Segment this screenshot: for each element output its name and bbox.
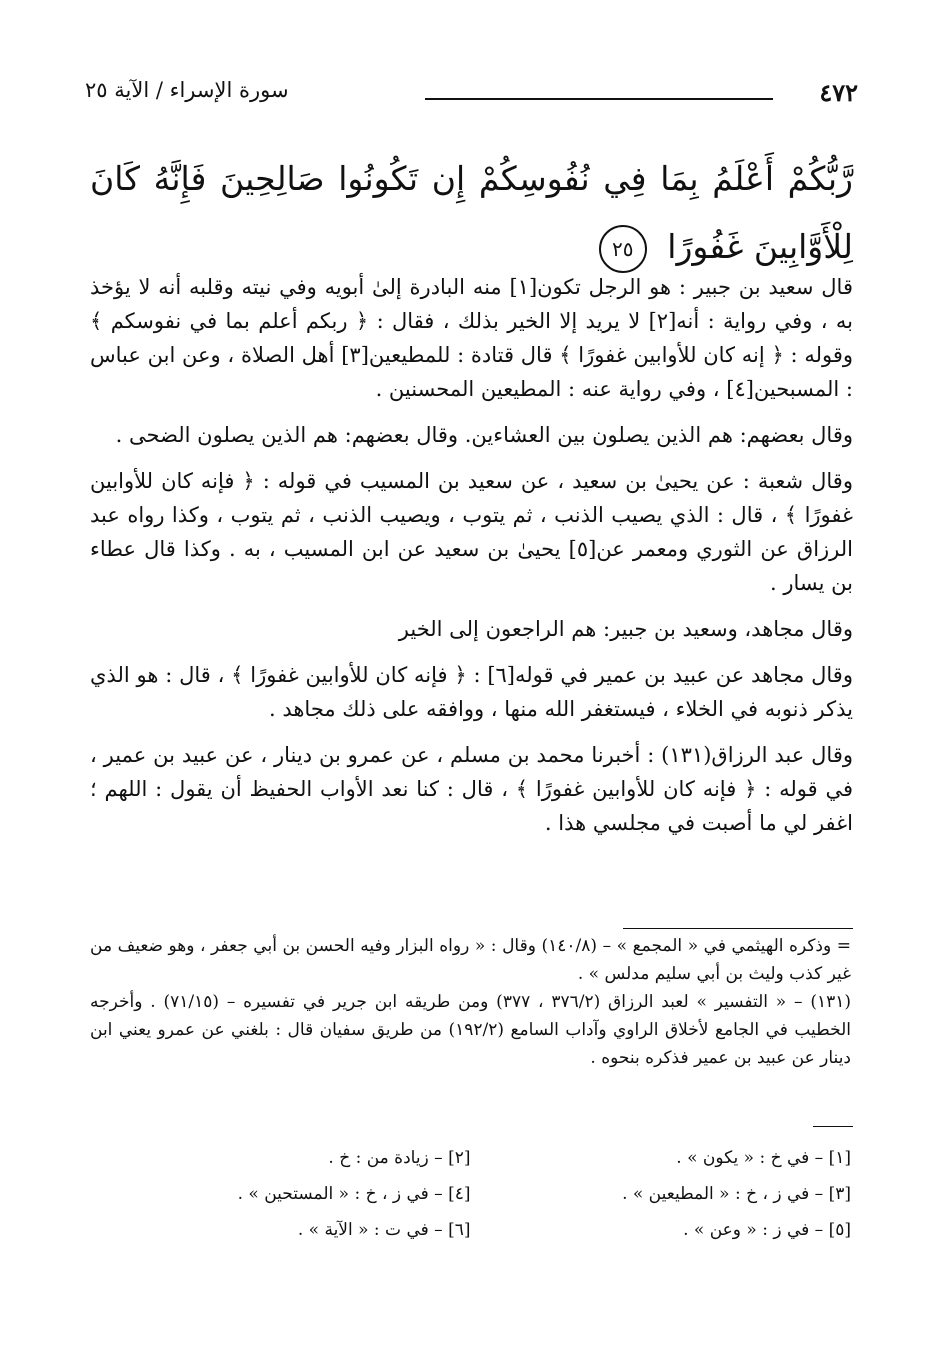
variant-note: [٦] – في ت : « الآية » . — [297, 1220, 471, 1240]
paragraph: وقال شعبة : عن يحيىٰ بن سعيد ، عن سعيد بن المسيب في قوله : ﴿ فإنه كان للأوابين غفورًا ﴾ ، قال : الذي يصيب الذنب ، ثم يتوب ، ويصيب الذنب ، ثم يتوب ، وكذا رواه عبد الرزاق عن الثوري ومعمر عن[٥] يحيىٰ بن سعيد عن ابن المسيب ، به . وكذا قال عطاء بن يسار . — [90, 469, 854, 595]
paragraph: قال سعيد بن جبير : هو الرجل تكون[١] منه البادرة إلىٰ أبويه وفي نيته وقلبه أنه لا يؤخذ به ، وفي رواية : أنه[٢] لا يريد إلا الخير بذلك ، فقال : ﴿ ربكم أعلم بما في نفوسكم ﴾ وقوله : ﴿ إنه كان للأوابين غفورًا ﴾ قال قتادة : للمطيعين[٣] أهل الصلاة ، وعن ابن عباس : المسبحين[٤] ، وفي رواية عنه : المطيعين المحسنين . — [90, 275, 853, 401]
paragraph: وقال عبد الرزاق(١٣١) : أخبرنا محمد بن مسلم ، عن عمرو بن دينار ، عن عبيد بن عمير ، في قوله : ﴿ فإنه كان للأوابين غفورًا ﴾ ، قال : كنا نعد الأواب الحفيظ أن يقول : اللهم ؛ اغفر لي ما أصبت في مجلسي هذا . — [90, 743, 854, 835]
variant-note: [٢] – زيادة من : خ . — [328, 1148, 471, 1168]
running-title: سورة الإسراء / الآية ٢٥ — [85, 78, 289, 102]
verse-number-ornament: ٢٥ — [599, 225, 647, 273]
page-number: ٤٧٢ — [819, 78, 858, 107]
variants-column-right — [471, 1140, 852, 1248]
footnote-separator — [623, 928, 853, 929]
variants-separator — [813, 1126, 853, 1127]
footnote: = وذكره الهيثمي في « المجمع » – (١٤٠/٨) وقال : « رواه البزار وفيه الحسن بن أبي جعفر ، وهو ضعيف من غير كذب وليث بن أبي سليم مدلس » . — [90, 936, 851, 984]
verse-text: رَّبُّكُمْ أَعْلَمُ بِمَا فِي نُفُوسِكُمْ إِن تَكُونُوا صَالِحِينَ فَإِنَّهُ كَانَ لِلْأَوَّابِينَ غَفُورًا — [90, 159, 853, 266]
variant-note: [٣] – في ز ، خ : « المطيعين » . — [622, 1184, 851, 1204]
footnotes — [90, 932, 851, 1072]
footnote: (١٣١) – « التفسير » لعبد الرزاق (٣٧٦/٢ ، ٣٧٧) ومن طريقه ابن جرير في تفسيره – (٧١/١٥) . وأخرجه الخطيب في الجامع لأخلاق الراوي وآداب السامع (١٩٢/٢) من طريق سفيان قال : بلغني عن عمرو يعني ابن دينار عن عبيد بن عمير فذكره بنحوه . — [90, 992, 852, 1068]
page-header — [85, 70, 858, 110]
quran-verse — [90, 145, 853, 281]
paragraph: وقال بعضهم: هم الذين يصلون بين العشاءين. وقال بعضهم: هم الذين يصلون الضحى . — [115, 423, 853, 447]
variant-note: [٥] – في ز : « وعن » . — [683, 1220, 851, 1240]
paragraph: وقال مجاهد عن عبيد بن عمير في قوله[٦] : ﴿ فإنه كان للأوابين غفورًا ﴾ ، قال : هو الذي يذكر ذنوبه في الخلاء ، فيستغفر الله منها ، ووافقه على ذلك مجاهد . — [90, 663, 853, 721]
header-rule — [425, 98, 773, 100]
variants-column-left — [90, 1140, 471, 1248]
commentary-body — [90, 270, 853, 852]
variant-note: [٤] – في ز ، خ : « المستحين » . — [237, 1184, 471, 1204]
paragraph: وقال مجاهد، وسعيد بن جبير: هم الراجعون إلى الخير — [398, 617, 853, 641]
variant-note: [١] – في خ : « يكون » . — [676, 1148, 851, 1168]
